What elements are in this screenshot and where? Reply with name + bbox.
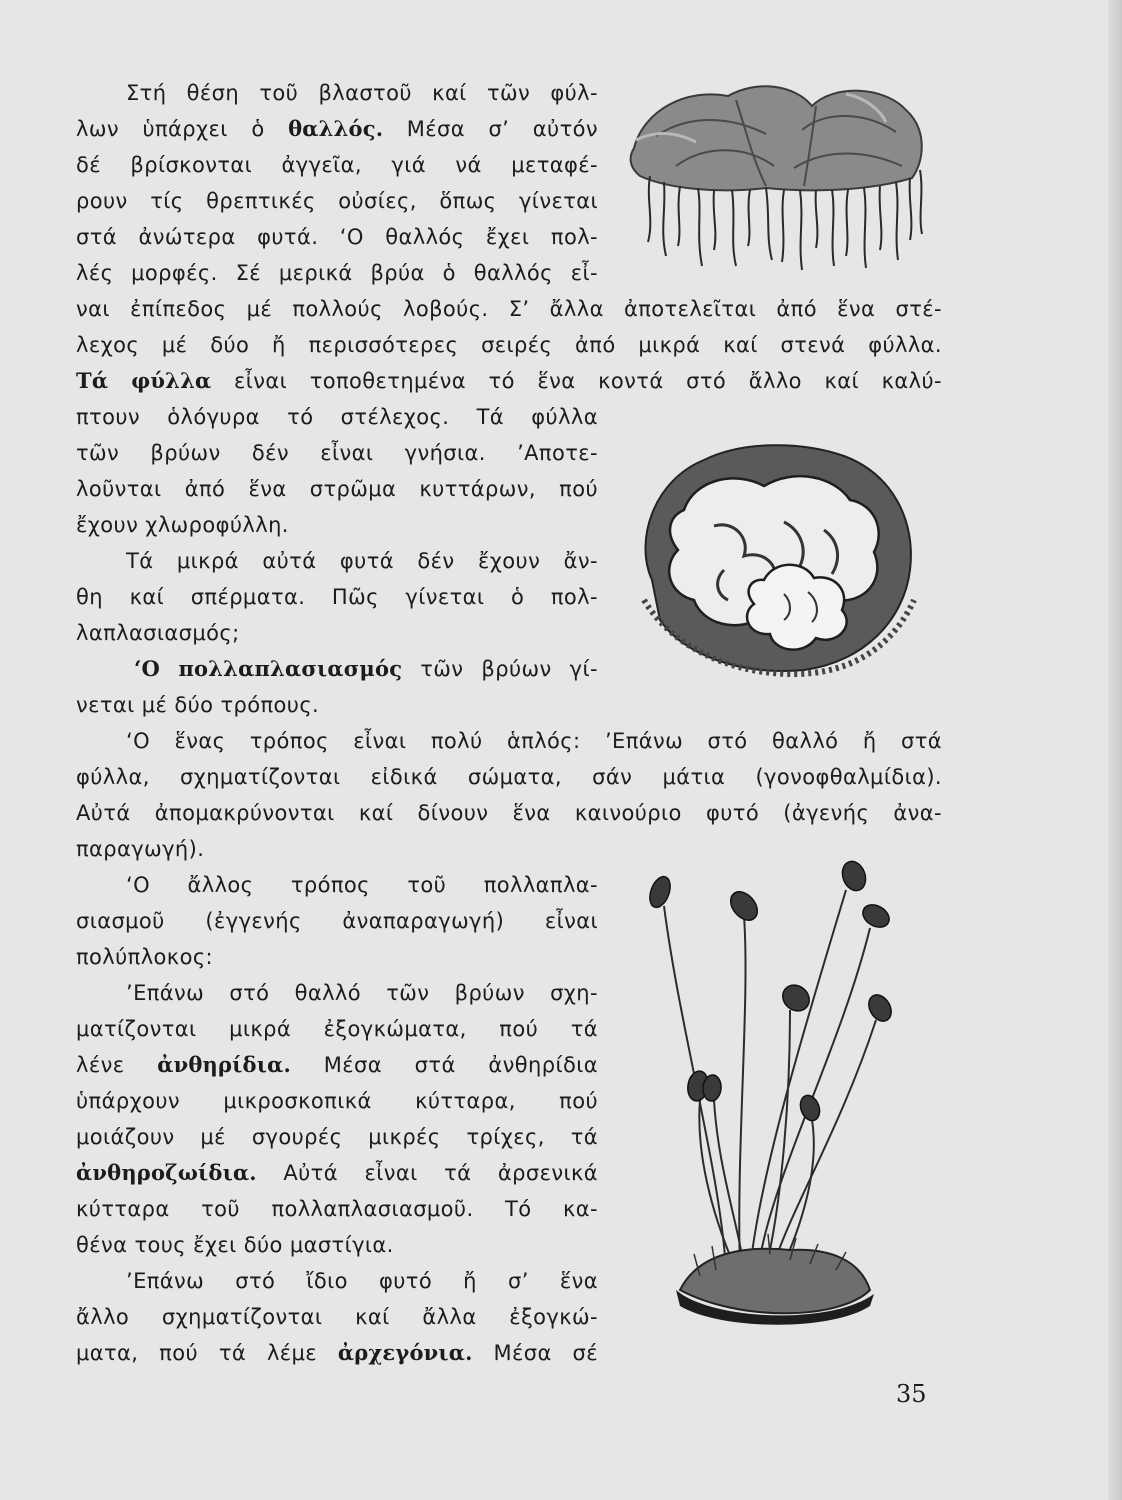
text-line: στά ἀνώτερα φυτά. ‘Ο θαλλός ἔχει πολ- — [76, 225, 598, 249]
text-line: ναι ἐπίπεδος μέ πολλούς λοβούς. Σ’ ἄλλα ἀποτελεῖται ἀπό ἕνα στέ- — [76, 297, 942, 321]
text-line: ‘Ο ἕνας τρόπος εἶναι πολύ ἁπλός: ’Επάνω στό θαλλό ἤ στά — [126, 729, 942, 753]
text-line: Τά φύλλα εἶναι τοποθετημένα τό ἕνα κοντά στό ἄλλο καί καλύ- — [76, 368, 942, 393]
text-line: φύλλα, σχηματίζονται εἰδικά σώματα, σάν μάτια (γονοφθαλμίδια). — [76, 765, 942, 789]
term-antheridia: ἀνθηρίδια. — [157, 1052, 291, 1077]
text-line: μοιάζουν μέ σγουρές μικρές τρίχες, τά — [76, 1125, 598, 1149]
text-line: ’Επάνω στό ἴδιο φυτό ἤ σ’ ἕνα — [126, 1269, 598, 1293]
text-line: ματίζονται μικρά ἐξογκώματα, πού τά — [76, 1017, 598, 1041]
text-line: ἔχουν χλωροφύλλη. — [76, 513, 289, 537]
page-edge — [1108, 0, 1122, 1500]
text-line: λεχος μέ δύο ἤ περισσότερες σειρές ἀπό μικρά καί στενά φύλλα. — [76, 333, 942, 357]
text-line: κύτταρα τοῦ πολλαπλασιασμοῦ. Τό κα- — [76, 1197, 598, 1221]
text-line: ρουν τίς θρεπτικές οὐσίες, ὅπως γίνεται — [76, 189, 598, 213]
moss-capsules-illustration — [640, 850, 920, 1330]
text-line: παραγωγή). — [76, 837, 205, 861]
text-line: νεται μέ δύο τρόπους. — [76, 693, 320, 717]
text-line: ἀνθηροζωίδια. Αὐτά εἶναι τά ἀρσενικά — [76, 1160, 598, 1185]
text-line: λαπλασιασμός; — [76, 621, 240, 645]
text-line: λές μορφές. Σέ μερικά βρύα ὁ θαλλός εἶ- — [76, 261, 598, 285]
term-thallus: θαλλός. — [288, 116, 384, 141]
text-line: πολύπλοκος: — [76, 945, 214, 969]
text-line: πτουν ὁλόγυρα τό στέλεχος. Τά φύλλα — [76, 405, 598, 429]
text-line: λων ὑπάρχει ὁ θαλλός. Μέσα σ’ αὐτόν — [76, 116, 598, 141]
text-line: ’Επάνω στό θαλλό τῶν βρύων σχη- — [126, 981, 598, 1005]
foliose-moss-illustration — [624, 430, 924, 680]
term-archegonia: ἀρχεγόνια. — [337, 1340, 473, 1365]
term-antherozoids: ἀνθηροζωίδια. — [76, 1160, 257, 1185]
text-line: σιασμοῦ (ἐγγενής ἀναπαραγωγή) εἶναι — [76, 909, 598, 933]
text-line: θη καί σπέρματα. Πῶς γίνεται ὁ πολ- — [76, 585, 598, 609]
text-line: Στή θέση τοῦ βλαστοῦ καί τῶν φύλ- — [126, 81, 598, 105]
text-line: ‘Ο ἄλλος τρόπος τοῦ πολλαπλα- — [126, 873, 598, 897]
text-line: Αὐτά ἀπομακρύνονται καί δίνουν ἕνα καινούριο φυτό (ἀγενής ἀνα- — [76, 801, 942, 825]
text-line: λοῦνται ἀπό ἕνα στρῶμα κυττάρων, πού — [76, 477, 598, 501]
text-line: ματα, πού τά λέμε ἀρχεγόνια. Μέσα σέ — [76, 1340, 598, 1365]
text-line: ὑπάρχουν μικροσκοπικά κύτταρα, πού — [76, 1089, 598, 1113]
text-line: ‘Ο πολλαπλασιασμός τῶν βρύων γί- — [134, 656, 598, 681]
text-line: δέ βρίσκονται ἀγγεῖα, γιά νά μεταφέ- — [76, 153, 598, 177]
text-line: θένα τους ἔχει δύο μαστίγια. — [76, 1233, 394, 1257]
text-line: τῶν βρύων δέν εἶναι γνήσια. ’Αποτε- — [76, 441, 598, 465]
text-line: λένε ἀνθηρίδια. Μέσα στά ἀνθηρίδια — [76, 1052, 598, 1077]
term-leaves: Τά φύλλα — [76, 368, 212, 393]
term-reproduction: ‘Ο πολλαπλασιασμός — [134, 656, 403, 681]
text-line: Τά μικρά αὐτά φυτά δέν ἔχουν ἄν- — [126, 549, 598, 573]
text-line: ἄλλο σχηματίζονται καί ἄλλα ἐξογκώ- — [76, 1305, 598, 1329]
page-number: 35 — [896, 1380, 927, 1408]
thallus-lobes-illustration — [616, 70, 932, 276]
